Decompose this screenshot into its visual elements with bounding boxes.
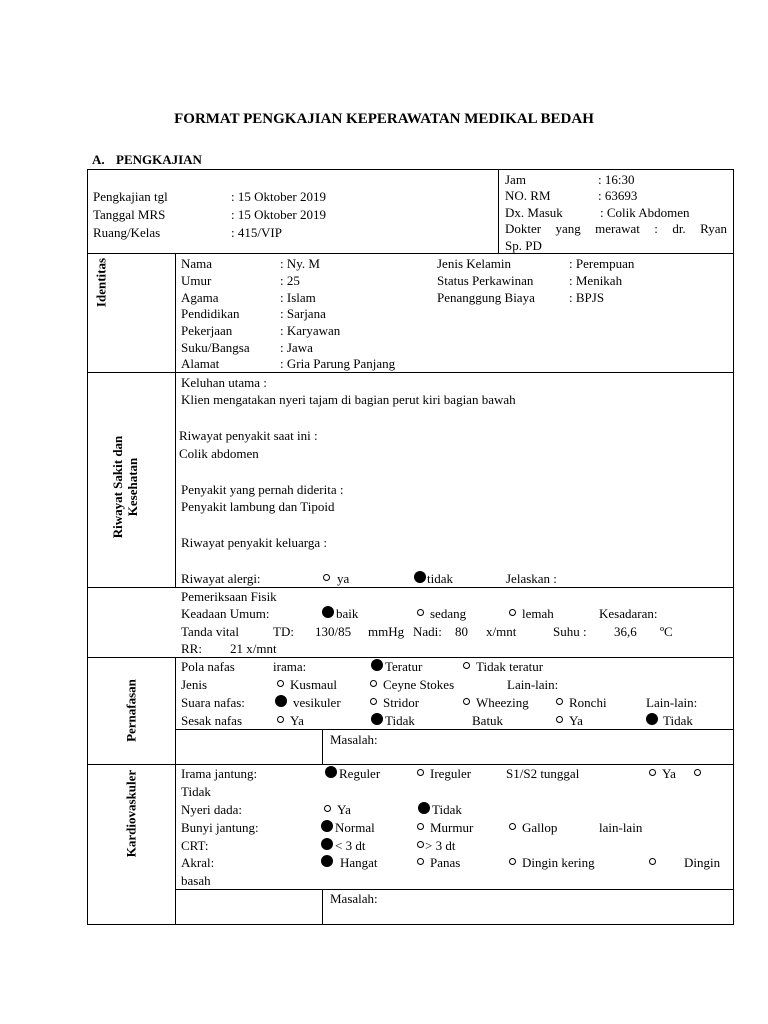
alergi-tidak-label: tidak (427, 571, 453, 586)
akral-dingin-kering-label: Dingin kering (522, 855, 595, 870)
jenis-kusmaul-radio[interactable] (277, 680, 284, 687)
no-rm-value: : 63693 (598, 188, 638, 203)
crt-lt-label: < 3 dt (335, 838, 366, 853)
kardio-heading: Kardiovaskuler (123, 769, 139, 858)
dokter-merawat: Dokter yang merawat : dr. Ryan (505, 221, 727, 236)
bunyi-normal-radio[interactable] (321, 820, 333, 832)
rr-value: 21 x/mnt (230, 641, 277, 656)
alergi-ya-label: ya (337, 571, 350, 586)
suara-ronchi-label: Ronchi (569, 695, 607, 710)
keadaan-baik-label: baik (336, 606, 359, 621)
tanggal-mrs-value: : 15 Oktober 2019 (231, 207, 326, 222)
keadaan-lemah-label: lemah (522, 606, 554, 621)
suara-stridor-label: Stridor (383, 695, 420, 710)
jenis-kelamin-label: Jenis Kelamin (437, 256, 512, 271)
akral-panas-label: Panas (430, 855, 461, 870)
irama-teratur-label: Teratur (385, 659, 423, 674)
pernafasan-heading: Pernafasan (123, 679, 139, 742)
irama-ireguler-radio[interactable] (417, 769, 424, 776)
keadaan-sedang-label: sedang (430, 606, 467, 621)
nyeri-tidak-radio[interactable] (418, 802, 430, 814)
pola-nafas-label: Pola nafas (181, 659, 235, 674)
dokter-merawat-line2: Sp. PD (505, 238, 542, 253)
alamat-value: : Gria Parung Panjang (280, 356, 396, 371)
riwayat-heading: Riwayat Sakit dan Kesehatan (110, 435, 140, 539)
jenis-ceyne-label: Ceyne Stokes (383, 677, 455, 692)
sesak-nafas-label: Sesak nafas (181, 713, 243, 728)
bunyi-gallop-label: Gallop (522, 820, 558, 835)
suara-stridor-radio[interactable] (370, 698, 377, 705)
nyeri-ya-label: Ya (337, 802, 351, 817)
pengkajian-tgl-value: : 15 Oktober 2019 (231, 189, 326, 204)
bunyi-normal-label: Normal (335, 820, 375, 835)
akral-dingin-basah-radio[interactable] (649, 858, 656, 865)
keluhan-utama-label: Keluhan utama : (181, 375, 267, 390)
umur-label: Umur (181, 273, 212, 288)
jenis-kelamin-value: : Perempuan (569, 256, 635, 271)
suara-lain-label: Lain-lain: (646, 695, 698, 710)
crt-gt-label: > 3 dt (425, 838, 456, 853)
crt-label: CRT: (181, 838, 209, 853)
suara-wheezing-label: Wheezing (476, 695, 529, 710)
keadaan-lemah-radio[interactable] (509, 609, 516, 616)
dx-masuk-value: : Colik Abdomen (600, 205, 690, 220)
riwayat-keluarga-label: Riwayat penyakit keluarga : (181, 535, 327, 550)
suhu-unit: ºC (660, 624, 673, 639)
keadaan-baik-radio[interactable] (322, 606, 334, 618)
suku-bangsa-value: : Jawa (280, 340, 313, 355)
ruang-kelas-label: Ruang/Kelas (93, 225, 161, 240)
jenis-label: Jenis (181, 677, 207, 692)
agama-label: Agama (181, 290, 219, 305)
alergi-tidak-radio[interactable] (414, 571, 426, 583)
s1s2-ya-label: Ya (662, 766, 676, 781)
jenis-kusmaul-label: Kusmaul (290, 677, 337, 692)
akral-label: Akral: (181, 855, 215, 870)
pekerjaan-label: Pekerjaan (181, 323, 233, 338)
s1s2-tidak-radio[interactable] (694, 769, 701, 776)
batuk-ya-radio[interactable] (556, 716, 563, 723)
bunyi-murmur-radio[interactable] (417, 823, 424, 830)
riwayat-saat-ini-value: Colik abdomen (179, 446, 259, 461)
umur-value: : 25 (280, 273, 300, 288)
page-title: FORMAT PENGKAJIAN KEPERAWATAN MEDIKAL BEDAH (174, 111, 594, 127)
s1s2-ya-radio[interactable] (649, 769, 656, 776)
batuk-label: Batuk (472, 713, 504, 728)
irama-ireguler-label: Ireguler (430, 766, 472, 781)
akral-dingin-label: Dingin (684, 855, 721, 870)
nama-value: : Ny. M (280, 256, 320, 271)
tanggal-mrs-label: Tanggal MRS (93, 207, 166, 222)
td-label: TD: (273, 624, 294, 639)
akral-panas-radio[interactable] (417, 858, 424, 865)
alamat-label: Alamat (181, 356, 220, 371)
agama-value: : Islam (280, 290, 316, 305)
sesak-tidak-radio[interactable] (371, 713, 383, 725)
nama-label: Nama (181, 256, 213, 271)
sesak-tidak-label: Tidak (385, 713, 415, 728)
pendidikan-value: : Sarjana (280, 306, 326, 321)
td-unit: mmHg (368, 624, 405, 639)
irama-tidak-teratur-label: Tidak teratur (476, 659, 544, 674)
bunyi-murmur-label: Murmur (430, 820, 474, 835)
riwayat-saat-ini-label: Riwayat penyakit saat ini : (179, 428, 318, 443)
akral-basah-label: basah (181, 873, 211, 888)
suku-bangsa-label: Suku/Bangsa (181, 340, 250, 355)
alergi-jelaskan-label: Jelaskan : (506, 571, 557, 586)
nyeri-dada-label: Nyeri dada: (181, 802, 243, 817)
tanda-vital-label: Tanda vital (181, 624, 239, 639)
rr-label: RR: (181, 641, 202, 656)
bunyi-lain-label: lain-lain (599, 820, 643, 835)
jenis-ceyne-radio[interactable] (370, 680, 377, 687)
nadi-unit: x/mnt (486, 624, 517, 639)
pendidikan-label: Pendidikan (181, 306, 240, 321)
section-letter: A. (92, 152, 105, 167)
irama-tidak-teratur-radio[interactable] (463, 662, 470, 669)
suara-wheezing-radio[interactable] (463, 698, 470, 705)
bunyi-jantung-label: Bunyi jantung: (181, 820, 259, 835)
batuk-tidak-label: Tidak (663, 713, 693, 728)
akral-hangat-radio[interactable] (321, 855, 333, 867)
section-title: PENGKAJIAN (116, 152, 202, 167)
batuk-ya-label: Ya (569, 713, 583, 728)
penanggung-biaya-value: : BPJS (569, 290, 605, 305)
keadaan-sedang-radio[interactable] (417, 609, 424, 616)
kesadaran-label: Kesadaran: (599, 606, 658, 621)
batuk-tidak-radio[interactable] (646, 713, 658, 725)
nyeri-tidak-label: Tidak (432, 802, 462, 817)
td-value: 130/85 (315, 624, 352, 639)
riwayat-alergi-label: Riwayat alergi: (181, 571, 261, 586)
status-perkawinan-label: Status Perkawinan (437, 273, 534, 288)
s1s2-tidak-label: Tidak (181, 784, 211, 799)
penyakit-pernah-label: Penyakit yang pernah diderita : (181, 482, 344, 497)
nadi-value: 80 (455, 624, 468, 639)
bunyi-gallop-radio[interactable] (509, 823, 516, 830)
penanggung-biaya-label: Penanggung Biaya (437, 290, 535, 305)
nadi-label: Nadi: (413, 624, 442, 639)
dx-masuk-label: Dx. Masuk (505, 205, 563, 220)
ruang-kelas-value: : 415/VIP (231, 225, 282, 240)
jenis-lain-label: Lain-lain: (507, 677, 559, 692)
pekerjaan-value: : Karyawan (280, 323, 341, 338)
suhu-value: 36,6 (614, 624, 637, 639)
suara-nafas-label: Suara nafas: (181, 695, 245, 710)
irama-jantung-label: Irama jantung: (181, 766, 258, 781)
suara-vesikuler-radio[interactable] (275, 695, 287, 707)
suara-ronchi-radio[interactable] (556, 698, 563, 705)
irama-reguler-label: Reguler (339, 766, 381, 781)
jam-label: Jam (505, 172, 526, 187)
sesak-ya-label: Ya (290, 713, 304, 728)
akral-dingin-kering-radio[interactable] (509, 858, 516, 865)
suhu-label: Suhu : (553, 624, 587, 639)
status-perkawinan-value: : Menikah (569, 273, 623, 288)
pernafasan-masalah-label: Masalah: (330, 732, 378, 747)
suara-vesikuler-label: vesikuler (293, 695, 341, 710)
crt-gt-radio[interactable] (417, 841, 424, 848)
irama-reguler-radio[interactable] (325, 766, 337, 778)
pemeriksaan-fisik-heading: Pemeriksaan Fisik (181, 589, 277, 604)
kardio-masalah-label: Masalah: (330, 891, 378, 906)
pengkajian-tgl-label: Pengkajian tgl (93, 189, 168, 204)
nyeri-ya-radio[interactable] (324, 805, 331, 812)
no-rm-label: NO. RM (505, 188, 551, 203)
keadaan-umum-label: Keadaan Umum: (181, 606, 270, 621)
irama-label: irama: (273, 659, 307, 674)
sesak-ya-radio[interactable] (277, 716, 284, 723)
jam-value: : 16:30 (598, 172, 635, 187)
akral-hangat-label: Hangat (340, 855, 378, 870)
crt-lt-radio[interactable] (321, 838, 333, 850)
identitas-heading: Identitas (93, 257, 109, 308)
s1s2-label: S1/S2 tunggal (506, 766, 580, 781)
penyakit-pernah-value: Penyakit lambung dan Tipoid (181, 499, 335, 514)
irama-teratur-radio[interactable] (371, 659, 383, 671)
alergi-ya-radio[interactable] (323, 574, 330, 581)
keluhan-utama-value: Klien mengatakan nyeri tajam di bagian perut kiri bagian bawah (181, 392, 516, 407)
